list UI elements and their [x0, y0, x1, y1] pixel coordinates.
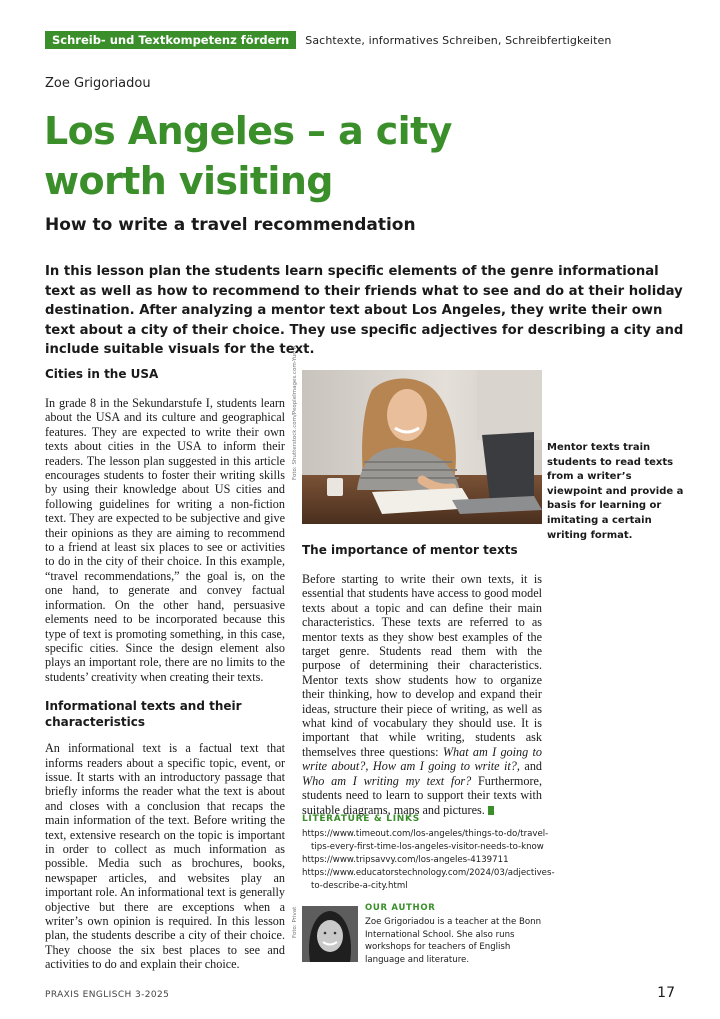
literature-links — [302, 828, 555, 893]
question-1: What am I going to write about?, — [302, 744, 542, 774]
literature-link[interactable]: https://www.timeout.com/los-angeles/things-to-do/travel-tips-every-first-time-los-angeles-visitor-needs-to-know — [302, 829, 549, 852]
title-line-2: worth visiting — [44, 159, 333, 203]
publication-footer: PRAXIS ENGLISCH 3-2025 — [45, 990, 170, 1000]
author-bio: Zoe Grigoriadou is a teacher at the Bonn International School. She also runs workshops for teachers of English language and literature. — [365, 917, 542, 965]
section-body-informational: An informational text is a factual text that informs readers about a specific topic, event, or issue. It starts with an introductory passage that briefly informs the reader what the text is about and closes with a conclusion that recaps the main information of the text. Before writing the text, extensive research on the topic is important in order to collect as much information as possible. Media such as brochures, books, newspaper articles, and websites play an important role. An informational text is generally objective but there are exceptions when a writer’s own opinion is required. In this lesson plan, the students describe a city of their choice. They choose the six best places to see and activities to do and explain their choice. — [45, 741, 285, 972]
section-heading-cities: Cities in the USA — [45, 367, 159, 381]
middle-column — [302, 542, 542, 817]
author-photo-credit: Foto: Privat — [292, 906, 298, 938]
section-heading-informational: Informational texts and their characteristics — [45, 699, 242, 730]
mentor-text-part1: Before starting to write their own texts, it is essential that students have access to good model texts about a topic and can define their main characteristics. These texts are referred to as mentor texts as they show best examples of the target genre. Students read them with the purpose of determining their characteristics. Mentor texts show students how to organize their thinking, how to develop and expand their ideas, structure their piece of writing, as well as what kind of vocabulary they should use. It is important that while writing, students ask themselves three questions: — [302, 572, 542, 759]
mentor-text-part2: Furthermore, students need to learn to support their texts with suitable diagrams, maps and pictures. — [302, 773, 542, 817]
student-writing-photo — [302, 370, 542, 524]
literature-link[interactable]: https://www.tripsavvy.com/los-angeles-4139711 — [302, 855, 509, 865]
page-number: 17 — [657, 985, 675, 1001]
section-body-cities: In grade 8 in the Sekundarstufe I, students learn about the USA and its culture and geographical features. They are expected to write their own texts about cities in the USA to inform their readers. The lesson plan suggested in this article encourages students to foster their writing skills by using their knowledge about US cities and following guidelines for writing a non-fiction text. They are expected to be subjective and give their opinions as they are aiming to recommend to a friend at least six places to see or activities to do in the city of their choice. In this example, “travel recommendations,” the goal is, on the one hand, to generate and convey factual information. On the other hand, persuasive elements need to be incorporated because this type of text is promoting something, in this case, specific cities. Since the design element also plays an important role, there are no limits to the students’ creativity when creating their texts. — [45, 396, 285, 684]
question-3: Who am I writing my text for? — [302, 773, 472, 788]
section-heading-mentor: The importance of mentor texts — [302, 543, 518, 557]
question-connector: and — [519, 759, 543, 774]
literature-heading: LITERATURE & LINKS — [302, 814, 420, 824]
topic-keywords: Sachtexte, informatives Schreiben, Schreibfertigkeiten — [305, 33, 612, 47]
header-bar — [45, 31, 611, 49]
question-2: How am I going to write it?, — [372, 759, 520, 774]
our-author-heading: OUR AUTHOR — [365, 903, 436, 913]
literature-link[interactable]: https://www.educatorstechnology.com/2024/03/adjectives-to-describe-a-city.html — [302, 868, 555, 891]
photo-caption: Mentor texts train students to read texts from a writer’s viewpoint and provide a basis for learning or imitating a certain writing format. — [547, 442, 684, 541]
photo-credit: Foto: Shutterstock.com/PeopleImages.com-Yuri A — [292, 345, 298, 480]
article-subtitle: How to write a travel recommendation — [45, 215, 416, 235]
title-line-1: Los Angeles – a city — [44, 109, 452, 153]
left-column — [45, 366, 285, 972]
end-mark-icon — [488, 806, 494, 815]
intro-paragraph: In this lesson plan the students learn specific elements of the genre informational text as well as how to recommend to their friends what to see and do at their holiday destination. After analyzing a mentor text about Los Angeles, they write their own text about a city of their choice. They use specific adjectives for describing a city and include suitable visuals for the text. — [45, 264, 684, 357]
article-title — [44, 106, 604, 206]
category-tag: Schreib- und Textkompetenz fördern — [45, 31, 296, 49]
author-portrait-photo — [302, 906, 358, 962]
section-body-mentor — [302, 572, 542, 817]
author-name: Zoe Grigoriadou — [45, 76, 151, 91]
